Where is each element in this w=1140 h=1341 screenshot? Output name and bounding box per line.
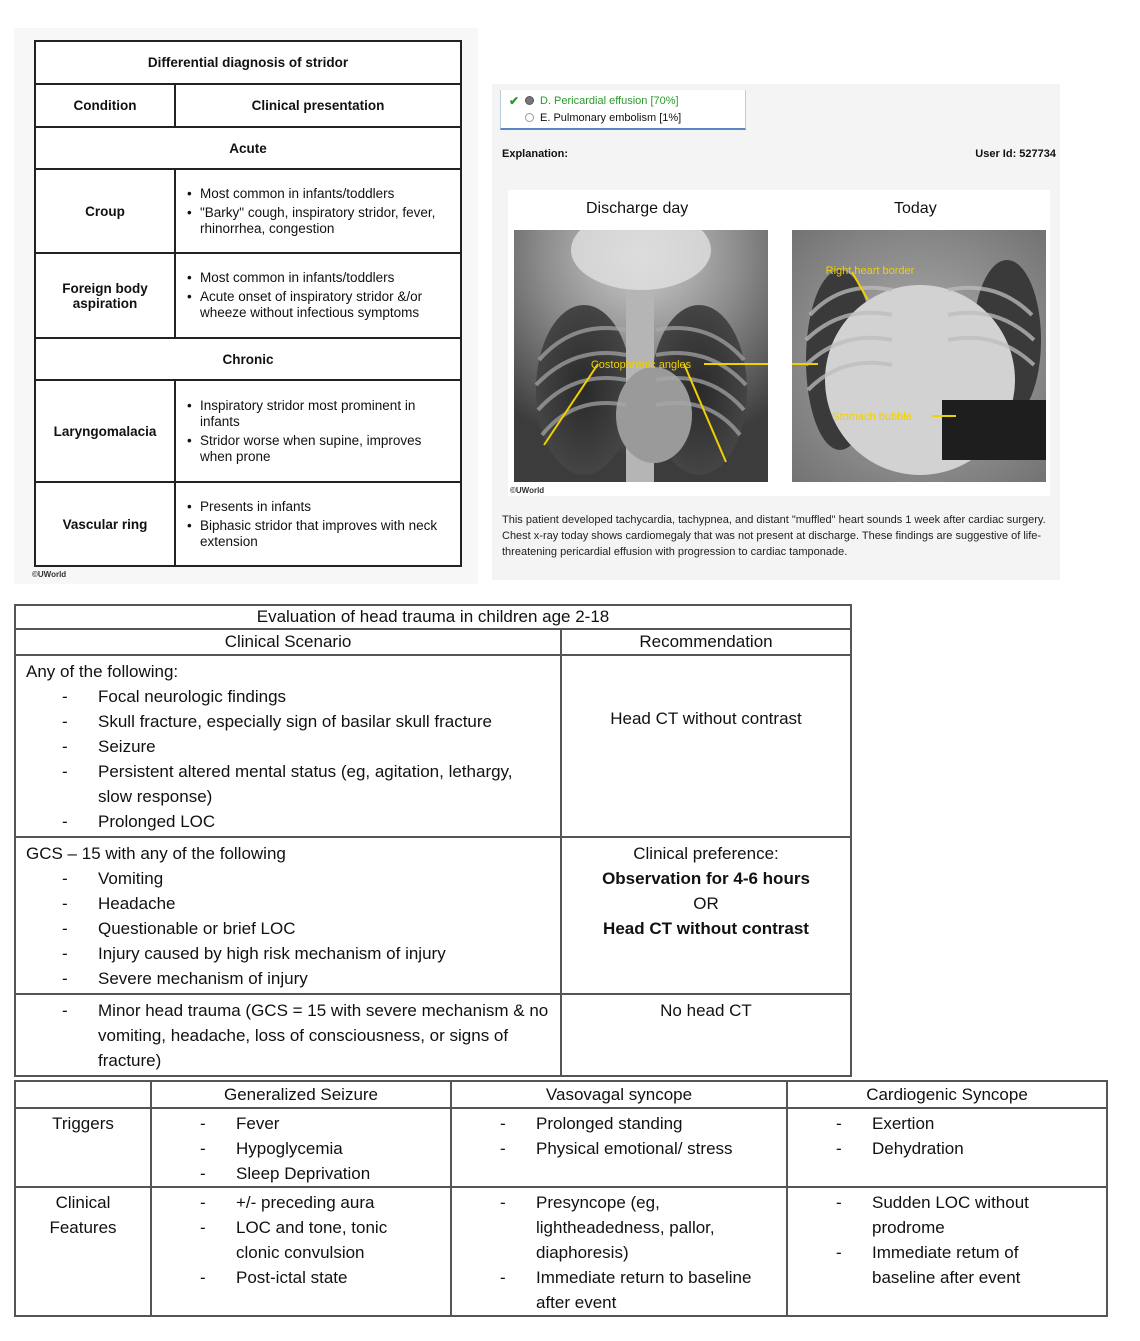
list-item: - Fever xyxy=(152,1111,450,1136)
triggers-vasovagal-cell xyxy=(451,1108,787,1187)
presentation-cell xyxy=(175,169,461,253)
table-row xyxy=(15,994,851,1076)
checkmark-icon: ✔ xyxy=(509,93,520,108)
label-costophrenic: Costophrenic angles xyxy=(590,359,692,371)
scenario-lead: GCS – 15 with any of the following xyxy=(26,844,286,863)
scenario-cell xyxy=(15,655,561,837)
recommendation-cell: No head CT xyxy=(561,994,851,1076)
list-item: - Skull fracture, especially sign of basilar skull fracture xyxy=(26,709,550,734)
list-item: • Most common in infants/toddlers xyxy=(184,186,452,202)
user-id: User Id: 527734 xyxy=(975,148,1056,160)
explanation-panel xyxy=(492,84,1060,580)
table-row xyxy=(15,837,851,994)
col-recommendation: Recommendation xyxy=(561,629,851,655)
table-row xyxy=(35,482,461,566)
list-item: - LOC and tone, tonic clonic convulsion xyxy=(152,1215,420,1265)
list-item: - Dehydration xyxy=(788,1136,1106,1161)
col-cardiogenic-syncope: Cardiogenic Syncope xyxy=(787,1081,1107,1108)
xray-discharge-image xyxy=(514,230,768,482)
features-vasovagal-cell xyxy=(451,1187,787,1316)
table-row xyxy=(35,380,461,482)
label-stomach-bubble: Stomach bubble xyxy=(832,411,912,423)
list-item: - +/- preceding aura xyxy=(152,1190,420,1215)
explanation-text: This patient developed tachycardia, tachypnea, and distant "muffled" heart sounds 1 week after cardiac surgery. Chest x-ray today shows cardiomegaly that was not present at discharge. These findings are suggestive of life-threatening pericardial effusion with progression to cardiac tamponade. xyxy=(502,514,1046,558)
list-item: • Biphasic stridor that improves with neck extension xyxy=(184,518,452,550)
row-label-triggers: Triggers xyxy=(15,1108,151,1187)
row-label-clinical-features: Clinical Features xyxy=(15,1187,151,1316)
answer-text: E. Pulmonary embolism [1%] xyxy=(540,111,682,124)
list-item: - Focal neurologic findings xyxy=(26,684,550,709)
list-item: • Most common in infants/toddlers xyxy=(184,270,452,286)
rec-head-ct: Head CT without contrast xyxy=(603,919,809,938)
features-cardiogenic-cell xyxy=(787,1187,1107,1316)
list-item: • Presents in infants xyxy=(184,499,452,515)
list-item: - Vomiting xyxy=(26,866,550,891)
list-item: - Minor head trauma (GCS = 15 with severe mechanism & no vomiting, headache, loss of consciousness, or signs of fracture) xyxy=(26,998,550,1073)
table-row xyxy=(35,253,461,338)
condition-cell: Vascular ring xyxy=(35,482,175,566)
corner-cell xyxy=(15,1081,151,1108)
col-vasovagal-syncope: Vasovagal syncope xyxy=(451,1081,787,1108)
xray-figure xyxy=(508,190,1050,496)
answer-option-d[interactable] xyxy=(509,92,737,109)
list-item: - Persistent altered mental status (eg, agitation, lethargy, slow response) xyxy=(26,759,550,809)
table-row xyxy=(35,169,461,253)
figure-credit: ©UWorld xyxy=(510,486,545,495)
rec-observation: Observation for 4-6 hours xyxy=(602,869,810,888)
answer-text: D. Pericardial effusion [70%] xyxy=(540,94,679,107)
list-item: • Acute onset of inspiratory stridor &/or wheeze without infectious symptoms xyxy=(184,289,452,321)
rec-clinical-preference: Clinical preference: xyxy=(633,844,779,863)
stridor-table xyxy=(34,40,462,567)
recommendation-cell: Head CT without contrast xyxy=(561,655,851,837)
caption-discharge-day: Discharge day xyxy=(586,200,689,217)
list-item: • "Barky" cough, inspiratory stridor, fever, rhinorrhea, congestion xyxy=(184,205,452,237)
triggers-seizure-cell xyxy=(151,1108,451,1187)
table-row xyxy=(15,1187,1107,1316)
list-item: - Presyncope (eg, lightheadedness, pallor, diaphoresis) xyxy=(452,1190,766,1265)
list-item: - Sleep Deprivation xyxy=(152,1161,450,1186)
list-item: • Stridor worse when supine, improves when prone xyxy=(184,433,452,465)
recommendation-cell xyxy=(561,837,851,994)
stridor-panel xyxy=(14,28,478,584)
xray-today-image xyxy=(792,230,1046,482)
list-item: - Immediate retum of baseline after event xyxy=(788,1240,1066,1290)
list-item: - Hypoglycemia xyxy=(152,1136,450,1161)
presentation-cell xyxy=(175,482,461,566)
list-item: - Severe mechanism of injury xyxy=(26,966,550,991)
list-item: - Injury caused by high risk mechanism of injury xyxy=(26,941,550,966)
table-row xyxy=(15,1108,1107,1187)
label-right-heart-border: Right heart border xyxy=(825,265,915,277)
condition-cell: Croup xyxy=(35,169,175,253)
list-item: - Sudden LOC without prodrome xyxy=(788,1190,1066,1240)
col-generalized-seizure: Generalized Seizure xyxy=(151,1081,451,1108)
caption-today: Today xyxy=(894,200,937,217)
table-row xyxy=(15,655,851,837)
stridor-credit: ©UWorld xyxy=(32,570,67,579)
list-item: - Prolonged LOC xyxy=(26,809,550,834)
condition-cell: Foreign body aspiration xyxy=(35,253,175,338)
head-trauma-title: Evaluation of head trauma in children age 2-18 xyxy=(15,605,851,629)
radio-icon[interactable] xyxy=(525,113,534,122)
answer-choices xyxy=(500,90,746,130)
list-item: - Exertion xyxy=(788,1111,1106,1136)
explanation-label: Explanation: xyxy=(502,148,569,160)
head-trauma-table xyxy=(14,604,852,1077)
list-item: - Physical emotional/ stress xyxy=(452,1136,786,1161)
list-item: - Prolonged standing xyxy=(452,1111,786,1136)
section-chronic: Chronic xyxy=(35,338,461,380)
condition-cell: Laryngomalacia xyxy=(35,380,175,482)
radio-selected-icon[interactable] xyxy=(525,96,534,105)
scenario-lead: Any of the following: xyxy=(26,662,179,681)
list-item: - Seizure xyxy=(26,734,550,759)
answer-option-e[interactable] xyxy=(509,109,737,126)
list-item: - Headache xyxy=(26,891,550,916)
list-item: - Immediate return to baseline after event xyxy=(452,1265,766,1315)
section-acute: Acute xyxy=(35,127,461,169)
scenario-cell xyxy=(15,994,561,1076)
scenario-cell xyxy=(15,837,561,994)
col-presentation: Clinical presentation xyxy=(175,84,461,127)
seizure-syncope-table xyxy=(14,1080,1108,1317)
list-item: - Post-ictal state xyxy=(152,1265,420,1290)
features-seizure-cell xyxy=(151,1187,451,1316)
list-item: - Questionable or brief LOC xyxy=(26,916,550,941)
col-condition: Condition xyxy=(35,84,175,127)
triggers-cardiogenic-cell xyxy=(787,1108,1107,1187)
rec-or: OR xyxy=(693,894,719,913)
stridor-title: Differential diagnosis of stridor xyxy=(35,41,461,84)
col-clinical-scenario: Clinical Scenario xyxy=(15,629,561,655)
presentation-cell xyxy=(175,380,461,482)
list-item: • Inspiratory stridor most prominent in infants xyxy=(184,398,452,430)
presentation-cell xyxy=(175,253,461,338)
